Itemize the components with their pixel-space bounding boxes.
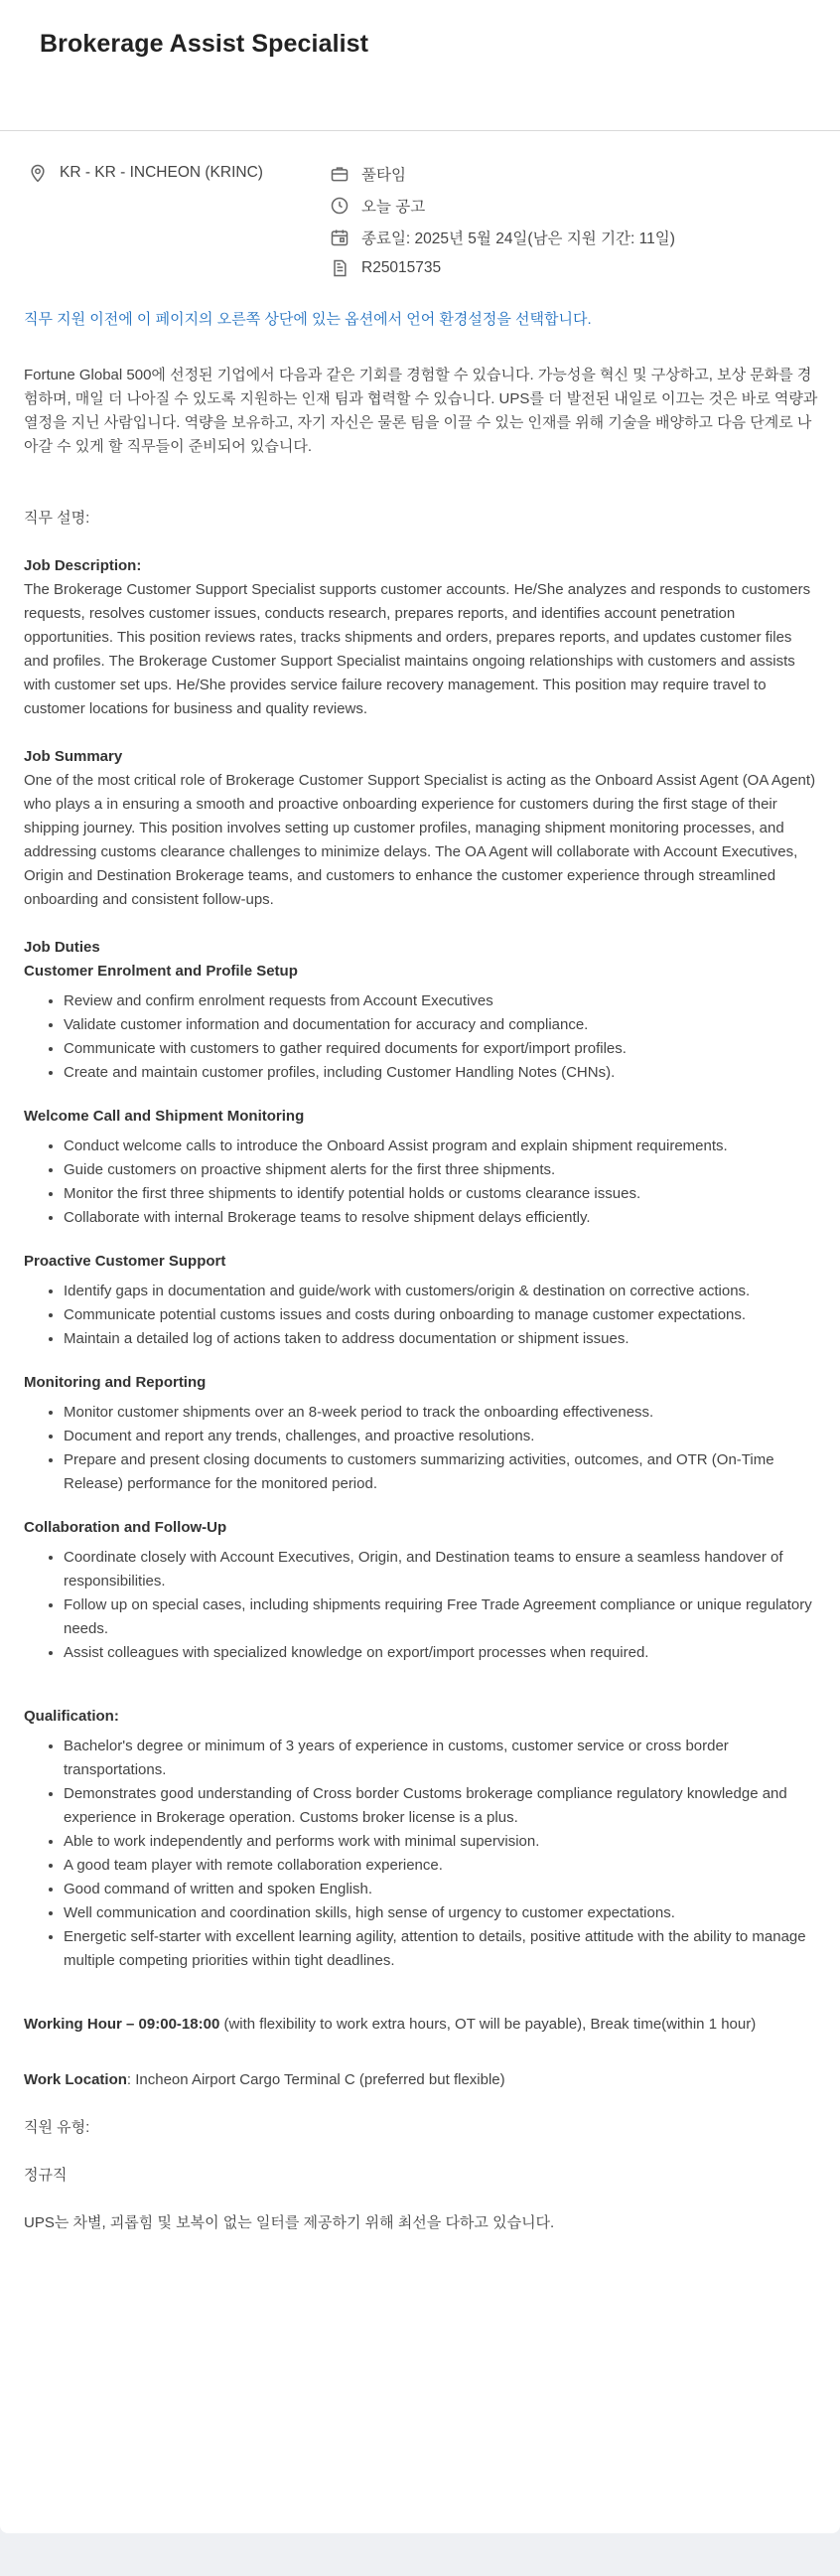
list-item: • Review and confirm enrolment requests from Account Executives	[64, 989, 818, 1013]
meta-location-text: KR - KR - INCHEON (KRINC)	[60, 164, 263, 181]
duty-list	[24, 1546, 818, 1665]
list-item: • Communicate with customers to gather required documents for export/import profiles.	[64, 1037, 818, 1061]
meta-req-id	[330, 258, 441, 278]
working-hour-text: (with flexibility to work extra hours, OT will be payable), Break time(within 1 hour)	[219, 2016, 757, 2033]
working-hour	[24, 2013, 818, 2037]
location-pin-icon	[28, 163, 48, 183]
list-item: • Collaborate with internal Brokerage teams to resolve shipment delays efficiently.	[64, 1206, 818, 1230]
job-summary-text: One of the most critical role of Brokerage Customer Support Specialist is acting as the Onboard Assist Agent (OA Agent) who plays a in ensuring a smooth and proactive onboarding experience for customers during the first stage of their shipping journey. This position involves setting up customer profiles, managing shipment monitoring processes, and addressing customs clearance challenges to minimize delays. The OA Agent will collaborate with Account Executives, Origin and Destination Brokerage teams, and customers to enhance the customer experience through streamlined onboarding and consistent follow-ups.	[24, 772, 816, 908]
job-description-label: Job Description:	[24, 557, 142, 574]
qualification-label: Qualification:	[24, 1708, 119, 1725]
job-description-body	[24, 308, 818, 2235]
duty-heading: Proactive Customer Support	[24, 1253, 226, 1270]
list-item: • Prepare and present closing documents to customers summarizing activities, outcomes, and OTR (On-Time Release) performance for the monitored period.	[64, 1448, 818, 1496]
job-description-text: The Brokerage Customer Support Specialist supports customer accounts. He/She analyzes and responds to customers requests, resolves customer issues, conducts research, prepares reports, and identifies account penetration opportunities. This position reviews rates, tracks shipments and orders, prepares reports, and updates customer files and profiles. The Brokerage Customer Support Specialist maintains ongoing relationships with customers and assists with customer set ups. He/She provides service failure recovery management. This position may require travel to customer locations for business and quality reviews.	[24, 581, 811, 717]
briefcase-icon	[330, 164, 350, 184]
list-item: • Document and report any trends, challenges, and proactive resolutions.	[64, 1425, 818, 1448]
meta-posted-text: 오늘 공고	[361, 199, 426, 216]
job-duties-label: Job Duties	[24, 939, 100, 956]
meta-time-type-text: 풀타임	[361, 167, 406, 184]
meta-posted	[330, 195, 425, 217]
duty-heading: Customer Enrolment and Profile Setup	[24, 963, 298, 980]
duty-section	[24, 960, 818, 1085]
meta-deadline-text: 종료일: 2025년 5월 24일(남은 지원 기간: 11일)	[361, 230, 675, 247]
duty-section	[24, 1516, 818, 1665]
intro-paragraph: Fortune Global 500에 선정된 기업에서 다음과 같은 기회를 경험할 수 있습니다. 가능성을 혁신 및 구상하고, 보상 문화를 경험하며, 매일 더 나아질 수 있도록 지원하는 인재 팀과 협력할 수 있습니다. UPS를 더 발전된 내일로 이끄는 것은 바로 역량과 열정을 지닌 사람입니다. 역량을 보유하고, 자기 자신은 물론 팀을 이끌 수 있는 인재를 위해 기술을 배양하고 다음 단계로 나아갈 수 있게 할 직무들이 준비되어 있습니다.	[24, 367, 818, 455]
list-item: • Identify gaps in documentation and guide/work with customers/origin & destination on corrective actions.	[64, 1280, 818, 1303]
list-item: • Conduct welcome calls to introduce the Onboard Assist program and explain shipment requirements.	[64, 1135, 818, 1158]
work-location-label: Work Location	[24, 2071, 127, 2088]
meta-req-id-text: R25015735	[361, 259, 442, 276]
employee-type-label: 직원 유형:	[24, 2119, 90, 2136]
meta-deadline	[330, 227, 675, 248]
job-summary-label: Job Summary	[24, 748, 123, 765]
list-item: • Monitor the first three shipments to identify potential holds or customs clearance issues.	[64, 1182, 818, 1206]
list-item: • Follow up on special cases, including shipments requiring Free Trade Agreement compliance or unique regulatory needs.	[64, 1593, 818, 1641]
duty-section	[24, 1371, 818, 1496]
list-item: • Good command of written and spoken English.	[64, 1878, 818, 1901]
list-item: • A good team player with remote collaboration experience.	[64, 1854, 818, 1878]
clock-icon	[330, 196, 350, 216]
eeo-statement: UPS는 차별, 괴롭힘 및 보복이 없는 일터를 제공하기 위해 최선을 다하고 있습니다.	[24, 2214, 555, 2231]
document-icon	[330, 258, 350, 278]
duty-list	[24, 1401, 818, 1496]
duty-heading: Collaboration and Follow-Up	[24, 1519, 227, 1536]
duty-heading: Welcome Call and Shipment Monitoring	[24, 1108, 305, 1125]
list-item: • Able to work independently and performs work with minimal supervision.	[64, 1830, 818, 1854]
working-hour-label: Working Hour – 09:00-18:00	[24, 2016, 220, 2033]
meta-time-type	[330, 163, 406, 185]
duty-list	[24, 1135, 818, 1230]
language-notice: 직무 지원 이전에 이 페이지의 오른쪽 상단에 있는 옵션에서 언어 환경설정을 선택합니다.	[24, 311, 592, 328]
list-item: • Well communication and coordination skills, high sense of urgency to customer expectations.	[64, 1901, 818, 1925]
duty-list	[24, 1280, 818, 1351]
list-item: • Communicate potential customs issues and costs during onboarding to manage customer expectations.	[64, 1303, 818, 1327]
list-item: • Guide customers on proactive shipment alerts for the first three shipments.	[64, 1158, 818, 1182]
qualification-list	[24, 1735, 818, 1973]
duty-list	[24, 989, 818, 1085]
description-heading: 직무 설명:	[24, 510, 90, 527]
list-item: • Validate customer information and documentation for accuracy and compliance.	[64, 1013, 818, 1037]
list-item: • Demonstrates good understanding of Cross border Customs brokerage compliance regulatory knowledge and experience in Brokerage operation. Customs broker license is a plus.	[64, 1782, 818, 1830]
list-item: • Coordinate closely with Account Executives, Origin, and Destination teams to ensure a seamless handover of responsibilities.	[64, 1546, 818, 1593]
list-item: • Bachelor's degree or minimum of 3 years of experience in customs, customer service or cross border transportations.	[64, 1735, 818, 1782]
list-item: • Energetic self-starter with excellent learning agility, attention to details, positive attitude with the ability to manage multiple competing priorities within tight deadlines.	[64, 1925, 818, 1973]
list-item: • Maintain a detailed log of actions taken to address documentation or shipment issues.	[64, 1327, 818, 1351]
list-item: • Create and maintain customer profiles, including Customer Handling Notes (CHNs).	[64, 1061, 818, 1085]
calendar-icon	[330, 227, 350, 247]
duty-section	[24, 1105, 818, 1230]
meta-location	[28, 163, 263, 183]
job-header	[0, 0, 840, 131]
duty-section	[24, 1250, 818, 1351]
job-title: Brokerage Assist Specialist	[40, 30, 369, 58]
list-item: • Assist colleagues with specialized knowledge on export/import processes when required.	[64, 1641, 818, 1665]
duty-heading: Monitoring and Reporting	[24, 1374, 207, 1391]
list-item: • Monitor customer shipments over an 8-week period to track the onboarding effectiveness.	[64, 1401, 818, 1425]
work-location	[24, 2068, 818, 2092]
employee-type-value: 정규직	[24, 2167, 68, 2184]
work-location-text: : Incheon Airport Cargo Terminal C (preferred but flexible)	[126, 2071, 505, 2088]
